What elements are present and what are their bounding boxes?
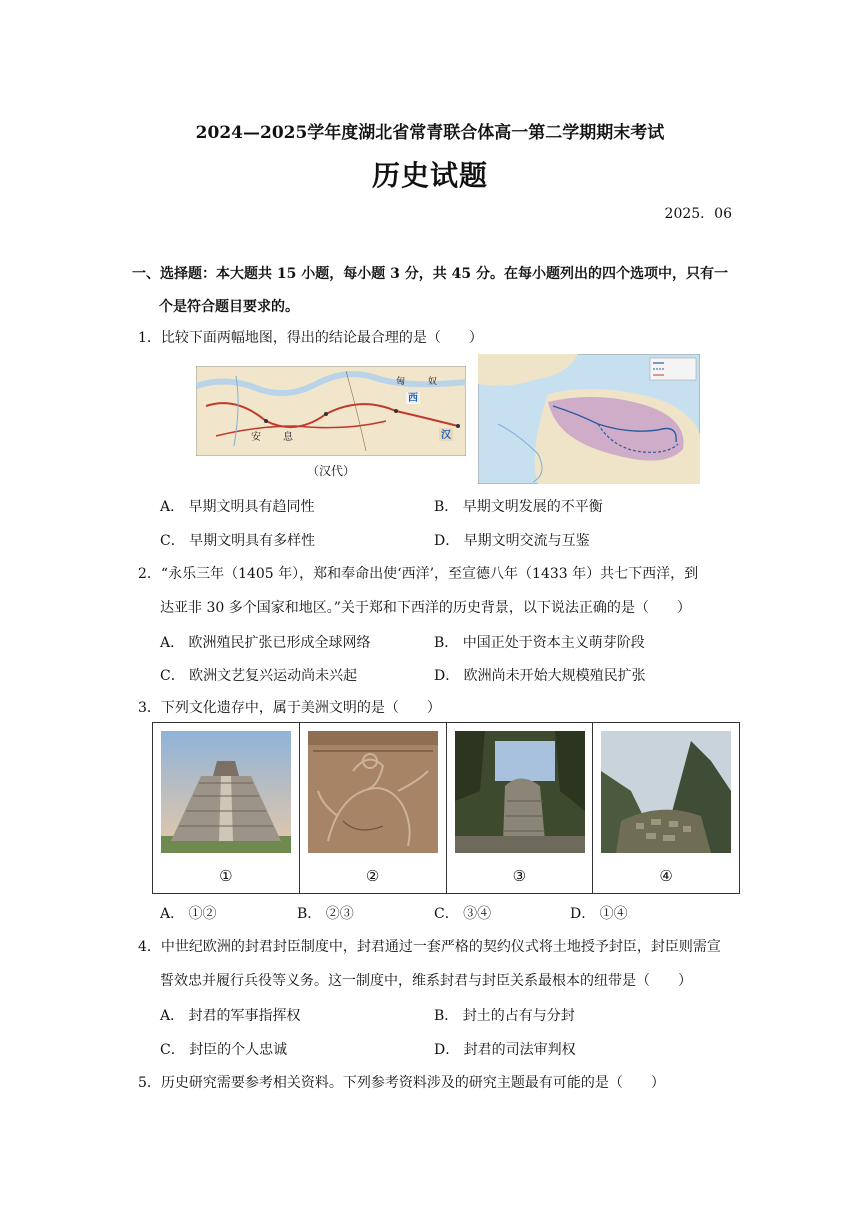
q2-line2: 达亚非 30 多个国家和地区。”关于郑和下西洋的历史背景，以下说法正确的是（ ） (160, 600, 691, 616)
q5-stem: 5．历史研究需要参考相关资料。下列参考资料涉及的研究主题最有可能的是（ ） (138, 1075, 665, 1091)
q1-stem: 1．比较下面两幅地图，得出的结论最合理的是（ ） (138, 330, 483, 346)
q4-option-a[interactable]: A． 封君的军事指挥权 (160, 1008, 301, 1024)
q2-option-d[interactable]: D． 欧洲尚未开始大规模殖民扩张 (434, 668, 646, 684)
map-label-xi2: 息 (283, 432, 293, 443)
q3-cell-4 (593, 723, 739, 893)
q2-option-a[interactable]: A． 欧洲殖民扩张已形成全球网络 (160, 635, 371, 651)
q3-caption-2: ② (365, 867, 380, 885)
section-heading (132, 258, 742, 324)
map-label-an: 安 (251, 432, 261, 443)
q4-option-b[interactable]: B． 封土的占有与分封 (434, 1008, 575, 1024)
q2-line1: 2．“永乐三年（1405 年），郑和奉命出使‘西洋’，至宣德八年（1433 年）共七下西洋，到 (138, 566, 699, 582)
alexander-map (478, 354, 700, 484)
map-label-xiong: 匈 (396, 377, 406, 387)
exam-title: 2024—2025学年度湖北省常青联合体高一第二学期期末考试 (195, 123, 665, 143)
q3-cell-2 (300, 723, 447, 893)
q3-image-table (152, 722, 740, 894)
exam-subtitle: 历史试题 (371, 159, 488, 192)
q3-option-c[interactable]: C． ③④ (434, 906, 492, 922)
q3-option-a[interactable]: A． ①② (160, 906, 217, 922)
exam-date: 2025．06 (664, 206, 732, 222)
q2-option-b[interactable]: B． 中国正处于资本主义萌芽阶段 (434, 635, 645, 651)
han-map-image (196, 366, 466, 456)
q3-cell-3 (447, 723, 594, 893)
q4-option-c[interactable]: C． 封臣的个人忠诚 (160, 1042, 288, 1058)
pyramid-image (161, 731, 291, 853)
han-map-caption: （汉代） (306, 464, 355, 478)
machu-picchu-image (601, 731, 731, 853)
q3-stem: 3．下列文化遗存中，属于美洲文明的是（ ） (138, 700, 441, 716)
alexander-map-image (478, 354, 700, 484)
q3-option-b[interactable]: B． ②③ (297, 906, 354, 922)
q3-caption-4: ④ (659, 867, 673, 885)
han-map (196, 366, 466, 476)
q4-line2: 誓效忠并履行兵役等义务。这一制度中，维系封君与封臣关系最根本的纽带是（ ） (160, 973, 692, 989)
q3-option-d[interactable]: D． ①④ (570, 906, 628, 922)
q4-line1: 4．中世纪欧洲的封君封臣制度中，封君通过一套严格的契约仪式将土地授予封臣，封臣则需宣 (138, 939, 721, 955)
q1-option-d[interactable]: D． 早期文明交流与互鉴 (434, 533, 590, 549)
section-heading-line1: 一、选择题：本大题共 15 小题，每小题 3 分，共 45 分。在每小题列出的四个选项中，只有一 (132, 266, 728, 282)
q1-option-a[interactable]: A． 早期文明具有趋同性 (160, 499, 315, 515)
stone-ruin-image (455, 731, 585, 853)
q2-option-c[interactable]: C． 欧洲文艺复兴运动尚未兴起 (160, 668, 358, 684)
q3-caption-3: ③ (512, 867, 527, 885)
map-label-han: 汉 (441, 430, 451, 441)
q1-option-c[interactable]: C． 早期文明具有多样性 (160, 533, 316, 549)
q3-cell-1 (153, 723, 300, 893)
map-label-xi: 西 (408, 393, 418, 404)
q4-option-d[interactable]: D． 封君的司法审判权 (434, 1042, 576, 1058)
section-heading-line2: 个是符合题目要求的。 (159, 299, 299, 315)
relief-image (308, 731, 438, 853)
map-label-nu: 奴 (428, 377, 438, 387)
q1-option-b[interactable]: B． 早期文明发展的不平衡 (434, 499, 603, 515)
q3-caption-1: ① (219, 867, 233, 885)
